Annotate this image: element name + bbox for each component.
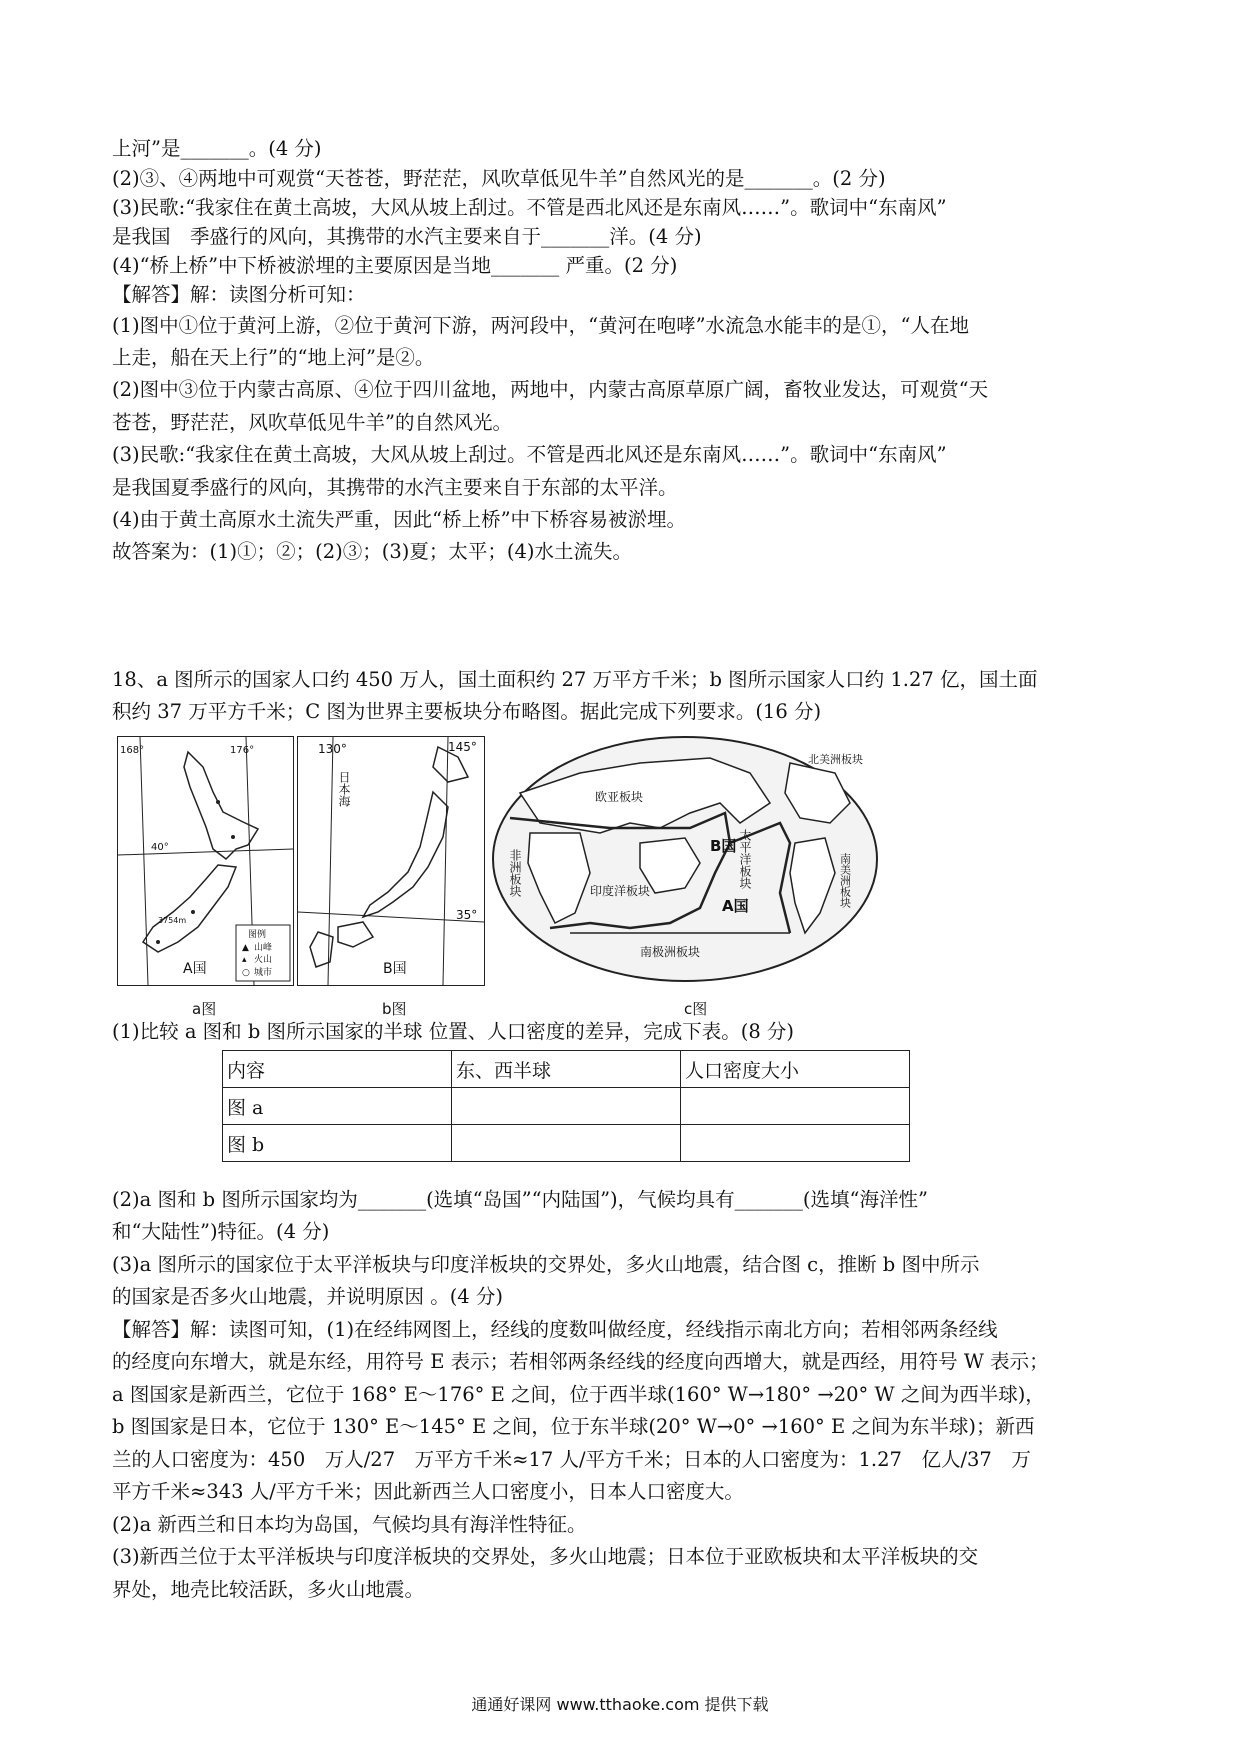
plate-label: 南美洲板块 <box>838 853 852 908</box>
figure-b-sea: 日本海 <box>337 771 351 807</box>
figure-b-country: B国 <box>383 961 407 977</box>
figure-a-legend-peak: 山峰 <box>254 943 273 953</box>
page-footer: 通通好课网 www.tthaoke.com 提供下载 <box>471 1695 769 1714</box>
text-line: 和“大陆性”)特征。(4 分) <box>112 1220 330 1243</box>
table-header-cell: 内容 <box>223 1051 452 1088</box>
text-line: (2)a 新西兰和日本均为岛国，气候均具有海洋性特征。 <box>112 1513 587 1536</box>
plate-label: 太平洋板块 <box>738 829 752 889</box>
figure-a-country: A国 <box>183 961 207 977</box>
figure-c-caption: c图 <box>684 1000 708 1018</box>
figure-c-marker-a: A国 <box>722 897 749 915</box>
text-line: (3)a 图所示的国家位于太平洋板块与印度洋板块的交界处，多火山地震，结合图 c，推断 b 图中所示 <box>112 1253 980 1276</box>
plate-label: 非洲板块 <box>508 849 522 897</box>
figure-b-lat: 35° <box>456 908 478 922</box>
figure-b-lon2: 145° <box>448 740 477 754</box>
figure-a-lon1: 168° <box>120 745 145 756</box>
text-line: (3)民歌:“我家住在黄土高坡，大风从坡上刮过。不管是西北风还是东南风……”。歌词中“东南风” <box>112 196 947 219</box>
text-line: 上走，船在天上行”的“地上河”是②。 <box>112 346 435 369</box>
question-18-line: 积约 37 万平方千米；C 图为世界主要板块分布略图。据此完成下列要求。(16 分) <box>112 700 822 723</box>
table-cell[interactable] <box>452 1088 681 1125</box>
svg-text:○: ○ <box>242 968 250 978</box>
text-line: 【解答】解：读图可知，(1)在经纬网图上，经线的度数叫做经度，经线指示南北方向；若相邻两条经线 <box>112 1318 998 1341</box>
text-line: (4)“桥上桥”中下桥被淤埋的主要原因是当地_______ 严重。(2 分) <box>112 254 678 277</box>
text-line: 界处，地壳比较活跃，多火山地震。 <box>112 1578 425 1601</box>
text-line: (3)新西兰位于太平洋板块与印度洋板块的交界处，多火山地震；日本位于亚欧板块和太平洋板块的交 <box>112 1545 979 1568</box>
table-cell[interactable] <box>681 1088 910 1125</box>
text-line: b 图国家是日本，它位于 130° E～145° E 之间，位于东半球(20° W→0° →160° E 之间为东半球)；新西 <box>112 1415 1035 1438</box>
text-line: (4)由于黄土高原水土流失严重，因此“桥上桥”中下桥容易被淤埋。 <box>112 508 687 531</box>
figure-a-legend-volcano: 火山 <box>254 955 273 965</box>
table-row <box>223 1088 910 1125</box>
text-line: 【解答】解：读图分析可知： <box>112 283 366 306</box>
svg-text:▴: ▴ <box>242 955 247 965</box>
text-line: 苍苍，野茫茫，风吹草低见牛羊”的自然风光。 <box>112 411 512 434</box>
text-line: (2)图中③位于内蒙古高原、④位于四川盆地，两地中，内蒙古高原草原广阔，畜牧业发达，可观赏“天 <box>112 378 989 401</box>
figure-a-lat: 40° <box>151 842 169 853</box>
figure-a-legend-title: 图例 <box>248 930 267 940</box>
question-18-line: 18、a 图所示的国家人口约 450 万人，国土面积约 27 万平方千米；b 图所示国家人口约 1.27 亿，国土面 <box>112 668 1038 691</box>
figure-a-map <box>117 736 294 986</box>
table-cell: 图 a <box>223 1088 452 1125</box>
figure-a-lon2: 176° <box>230 745 255 756</box>
text-line: 的国家是否多火山地震，并说明原因 。(4 分) <box>112 1285 504 1308</box>
text-line: (1)图中①位于黄河上游，②位于黄河下游，两河段中，“黄河在咆哮”水流急水能丰的是①，“人在地 <box>112 314 970 337</box>
text-line: 平方千米≈343 人/平方千米；因此新西兰人口密度小，日本人口密度大。 <box>112 1480 744 1503</box>
table-row <box>223 1125 910 1162</box>
figure-c-marker-b: B国 <box>710 837 737 855</box>
text-line: a 图国家是新西兰，它位于 168° E～176° E 之间，位于西半球(160° W→180° →20° W 之间为西半球)， <box>112 1383 1045 1406</box>
figure-a-caption: a图 <box>192 1000 217 1018</box>
figure-b-lon1: 130° <box>318 742 347 756</box>
text-line: 是我国 季盛行的风向，其携带的水汽主要来自于_______洋。(4 分) <box>112 225 702 248</box>
figure-a-peak-label: 3754m <box>158 916 187 925</box>
table-cell[interactable] <box>681 1125 910 1162</box>
text-line: 是我国夏季盛行的风向，其携带的水汽主要来自于东部的太平洋。 <box>112 476 678 499</box>
text-line: 的经度向东增大，就是东经，用符号 E 表示；若相邻两条经线的经度向西增大，就是西经，用符号 W 表示； <box>112 1350 1049 1373</box>
text-line: 上河”是_______。(4 分) <box>112 137 322 160</box>
figure-a-legend-city: 城市 <box>254 968 273 978</box>
comparison-table <box>222 1050 910 1162</box>
figure-b-caption: b图 <box>382 1000 407 1018</box>
svg-text:▲: ▲ <box>242 943 249 953</box>
text-line: 兰的人口密度为：450 万人/27 万平方千米≈17 人/平方千米；日本的人口密度为：1.27 亿人/37 万 <box>112 1448 1031 1471</box>
plate-label: 北美洲板块 <box>808 753 863 766</box>
text-line: (2)③、④两地中可观赏“天苍苍，野茫茫，风吹草低见牛羊”自然风光的是_______。(2 分) <box>112 167 886 190</box>
text-line: 故答案为：(1)①；②；(2)③；(3)夏；太平；(4)水土流失。 <box>112 540 632 563</box>
table-header-cell: 东、西半球 <box>452 1051 681 1088</box>
plate-label: 欧亚板块 <box>595 790 644 804</box>
question-18-1: (1)比较 a 图和 b 图所示国家的半球 位置、人口密度的差异，完成下表。(8 分) <box>112 1020 795 1043</box>
figure-b-map <box>297 736 485 986</box>
table-cell: 图 b <box>223 1125 452 1162</box>
table-cell[interactable] <box>452 1125 681 1162</box>
table-header-cell: 人口密度大小 <box>681 1051 910 1088</box>
plate-label: 南极洲板块 <box>640 945 701 959</box>
text-line: (3)民歌:“我家住在黄土高坡，大风从坡上刮过。不管是西北风还是东南风……”。歌词中“东南风” <box>112 443 947 466</box>
table-header-row <box>223 1051 910 1088</box>
figure-c-map <box>490 733 880 985</box>
text-line: (2)a 图和 b 图所示国家均为_______(选填“岛国”“内陆国”)，气候均具有_______(选填“海洋性” <box>112 1188 928 1211</box>
plate-label: 印度洋板块 <box>590 884 651 898</box>
